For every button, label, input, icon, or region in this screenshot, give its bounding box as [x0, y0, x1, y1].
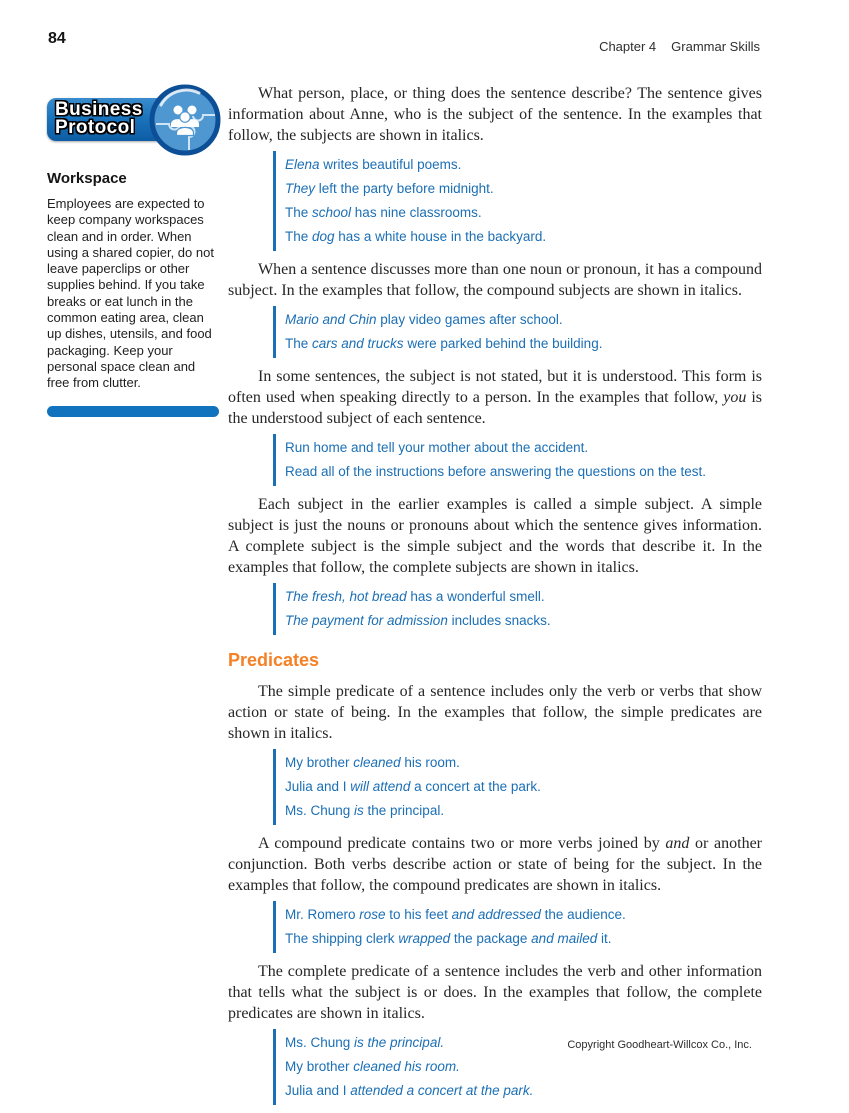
- example-sentence: [285, 332, 762, 356]
- plain-text: has nine classrooms.: [351, 205, 482, 220]
- paragraph: [228, 833, 762, 896]
- business-protocol-badge: [47, 84, 219, 156]
- example-group: [273, 583, 762, 635]
- plain-text: is the understood subject of each sentence.: [228, 389, 763, 427]
- plain-text: or another conjunction. Both verbs describe action or state of being for the subject. In the examples that follow, the compound predicates are shown in italics.: [228, 835, 763, 894]
- italic-text: The fresh, hot bread: [285, 589, 407, 604]
- plain-text: play video games after school.: [376, 312, 563, 327]
- badge-title: [55, 101, 143, 137]
- example-sentence: [285, 903, 762, 927]
- example-sentence: [285, 153, 762, 177]
- puzzle-people-icon: [149, 84, 221, 156]
- plain-text: writes beautiful poems.: [319, 157, 462, 172]
- plain-text: Ms. Chung: [285, 803, 355, 818]
- plain-text: The: [285, 336, 313, 351]
- example-sentence: [285, 177, 762, 201]
- italic-text: cleaned: [353, 755, 401, 770]
- plain-text: the principal.: [363, 803, 445, 818]
- example-sentence: [285, 201, 762, 225]
- example-group: [273, 749, 762, 825]
- plain-text: has a wonderful smell.: [406, 589, 545, 604]
- italic-text: and addressed: [451, 907, 541, 922]
- italic-text: rose: [359, 907, 386, 922]
- plain-text: When a sentence discusses more than one noun or pronoun, it has a compound subject. In the examples that follow, the compound subjects are shown in italics.: [228, 261, 762, 299]
- example-sentence: [285, 460, 762, 484]
- plain-text: his room.: [400, 755, 460, 770]
- example-sentence: [285, 1055, 762, 1079]
- chapter-label: Chapter 4: [599, 39, 657, 54]
- sidebar-feature-title: Workspace: [47, 170, 127, 187]
- italic-text: is: [354, 803, 364, 818]
- plain-text: The: [285, 205, 313, 220]
- italic-text: cars and trucks: [312, 336, 404, 351]
- main-content: [228, 80, 762, 1113]
- plain-text: Read all of the instructions before answering the questions on the test.: [285, 464, 707, 479]
- italic-text: Elena: [285, 157, 320, 172]
- italic-text: you: [723, 389, 747, 406]
- example-sentence: [285, 1079, 762, 1103]
- plain-text: My brother: [285, 1059, 354, 1074]
- italic-text: Mario and Chin: [285, 312, 377, 327]
- example-sentence: [285, 799, 762, 823]
- example-sentence: [285, 775, 762, 799]
- italic-text: school: [312, 205, 352, 220]
- example-group: [273, 434, 762, 486]
- example-sentence: [285, 927, 762, 951]
- badge-title-line1: Business: [55, 99, 143, 120]
- plain-text: includes snacks.: [447, 613, 551, 628]
- example-sentence: [285, 585, 762, 609]
- plain-text: The: [285, 229, 313, 244]
- plain-text: Julia and I: [285, 1083, 351, 1098]
- italic-text: The payment for admission: [285, 613, 448, 628]
- italic-text: will attend: [350, 779, 411, 794]
- badge-title-line2: Protocol: [55, 117, 136, 138]
- plain-text: Run home and tell your mother about the accident.: [285, 440, 589, 455]
- plain-text: were parked behind the building.: [403, 336, 603, 351]
- paragraph: [228, 366, 762, 429]
- plain-text: Ms. Chung: [285, 1035, 355, 1050]
- plain-text: What person, place, or thing does the sentence describe? The sentence gives information about Anne, who is the subject of the sentence. In the examples that follow, the subjects are shown in italics.: [228, 85, 762, 144]
- example-sentence: [285, 436, 762, 460]
- chapter-title: Grammar Skills: [671, 39, 760, 54]
- paragraph: [228, 494, 762, 578]
- plain-text: The shipping clerk: [285, 931, 399, 946]
- italic-text: They: [285, 181, 316, 196]
- italic-text: and mailed: [531, 931, 598, 946]
- italic-text: cleaned his room.: [353, 1059, 460, 1074]
- plain-text: has a white house in the backyard.: [334, 229, 547, 244]
- plain-text: My brother: [285, 755, 354, 770]
- section-heading: Predicates: [228, 650, 320, 670]
- example-sentence: [285, 225, 762, 249]
- running-head: [599, 39, 760, 54]
- example-group: [273, 306, 762, 358]
- sidebar: [47, 84, 219, 417]
- plain-text: to his feet: [385, 907, 452, 922]
- italic-text: is the principal.: [354, 1035, 445, 1050]
- example-sentence: [285, 308, 762, 332]
- plain-text: the audience.: [540, 907, 626, 922]
- plain-text: In some sentences, the subject is not stated, but it is understood. This form is often used when speaking directly to a person. In the examples that follow,: [228, 368, 762, 406]
- example-sentence: [285, 609, 762, 633]
- plain-text: a concert at the park.: [410, 779, 541, 794]
- paragraph: [228, 681, 762, 744]
- italic-text: and: [665, 835, 690, 852]
- example-sentence: [285, 751, 762, 775]
- example-group: [273, 901, 762, 953]
- plain-text: The simple predicate of a sentence includes only the verb or verbs that show action or state of being. In the examples that follow, the simple predicates are shown in italics.: [228, 683, 762, 742]
- paragraph: [228, 961, 762, 1024]
- plain-text: the package: [450, 931, 532, 946]
- plain-text: The complete predicate of a sentence includes the verb and other information that tells what the subject is or does. In the examples that follow, the complete predicates are shown in italics.: [228, 963, 762, 1022]
- plain-text: Mr. Romero: [285, 907, 360, 922]
- italic-text: dog: [312, 229, 335, 244]
- plain-text: it.: [597, 931, 612, 946]
- plain-text: Julia and I: [285, 779, 351, 794]
- sidebar-rule-divider: [47, 406, 219, 417]
- page-number: 84: [48, 30, 66, 47]
- plain-text: Each subject in the earlier examples is called a simple subject. A simple subject is just the nouns or pronouns about which the sentence gives information. A complete subject is the simple subject and the words that describe it. In the examples that follow, the complete subjects are shown in italics.: [228, 496, 762, 576]
- italic-text: wrapped: [398, 931, 451, 946]
- plain-text: A compound predicate contains two or more verbs joined by: [258, 835, 666, 852]
- copyright-notice: Copyright Goodheart-Willcox Co., Inc.: [567, 1039, 752, 1051]
- paragraph: [228, 83, 762, 146]
- sidebar-feature-body: Employees are expected to keep company workspaces clean and in order. When using a shared copier, do not leave paperclips or other supplies behind. If you take breaks or eat lunch in the common eating area, clean up dishes, utensils, and food packaging. Keep your personal space clean and free from clutter.: [47, 196, 214, 391]
- plain-text: left the party before midnight.: [315, 181, 494, 196]
- italic-text: attended a concert at the park.: [350, 1083, 534, 1098]
- example-group: [273, 151, 762, 251]
- paragraph: [228, 259, 762, 301]
